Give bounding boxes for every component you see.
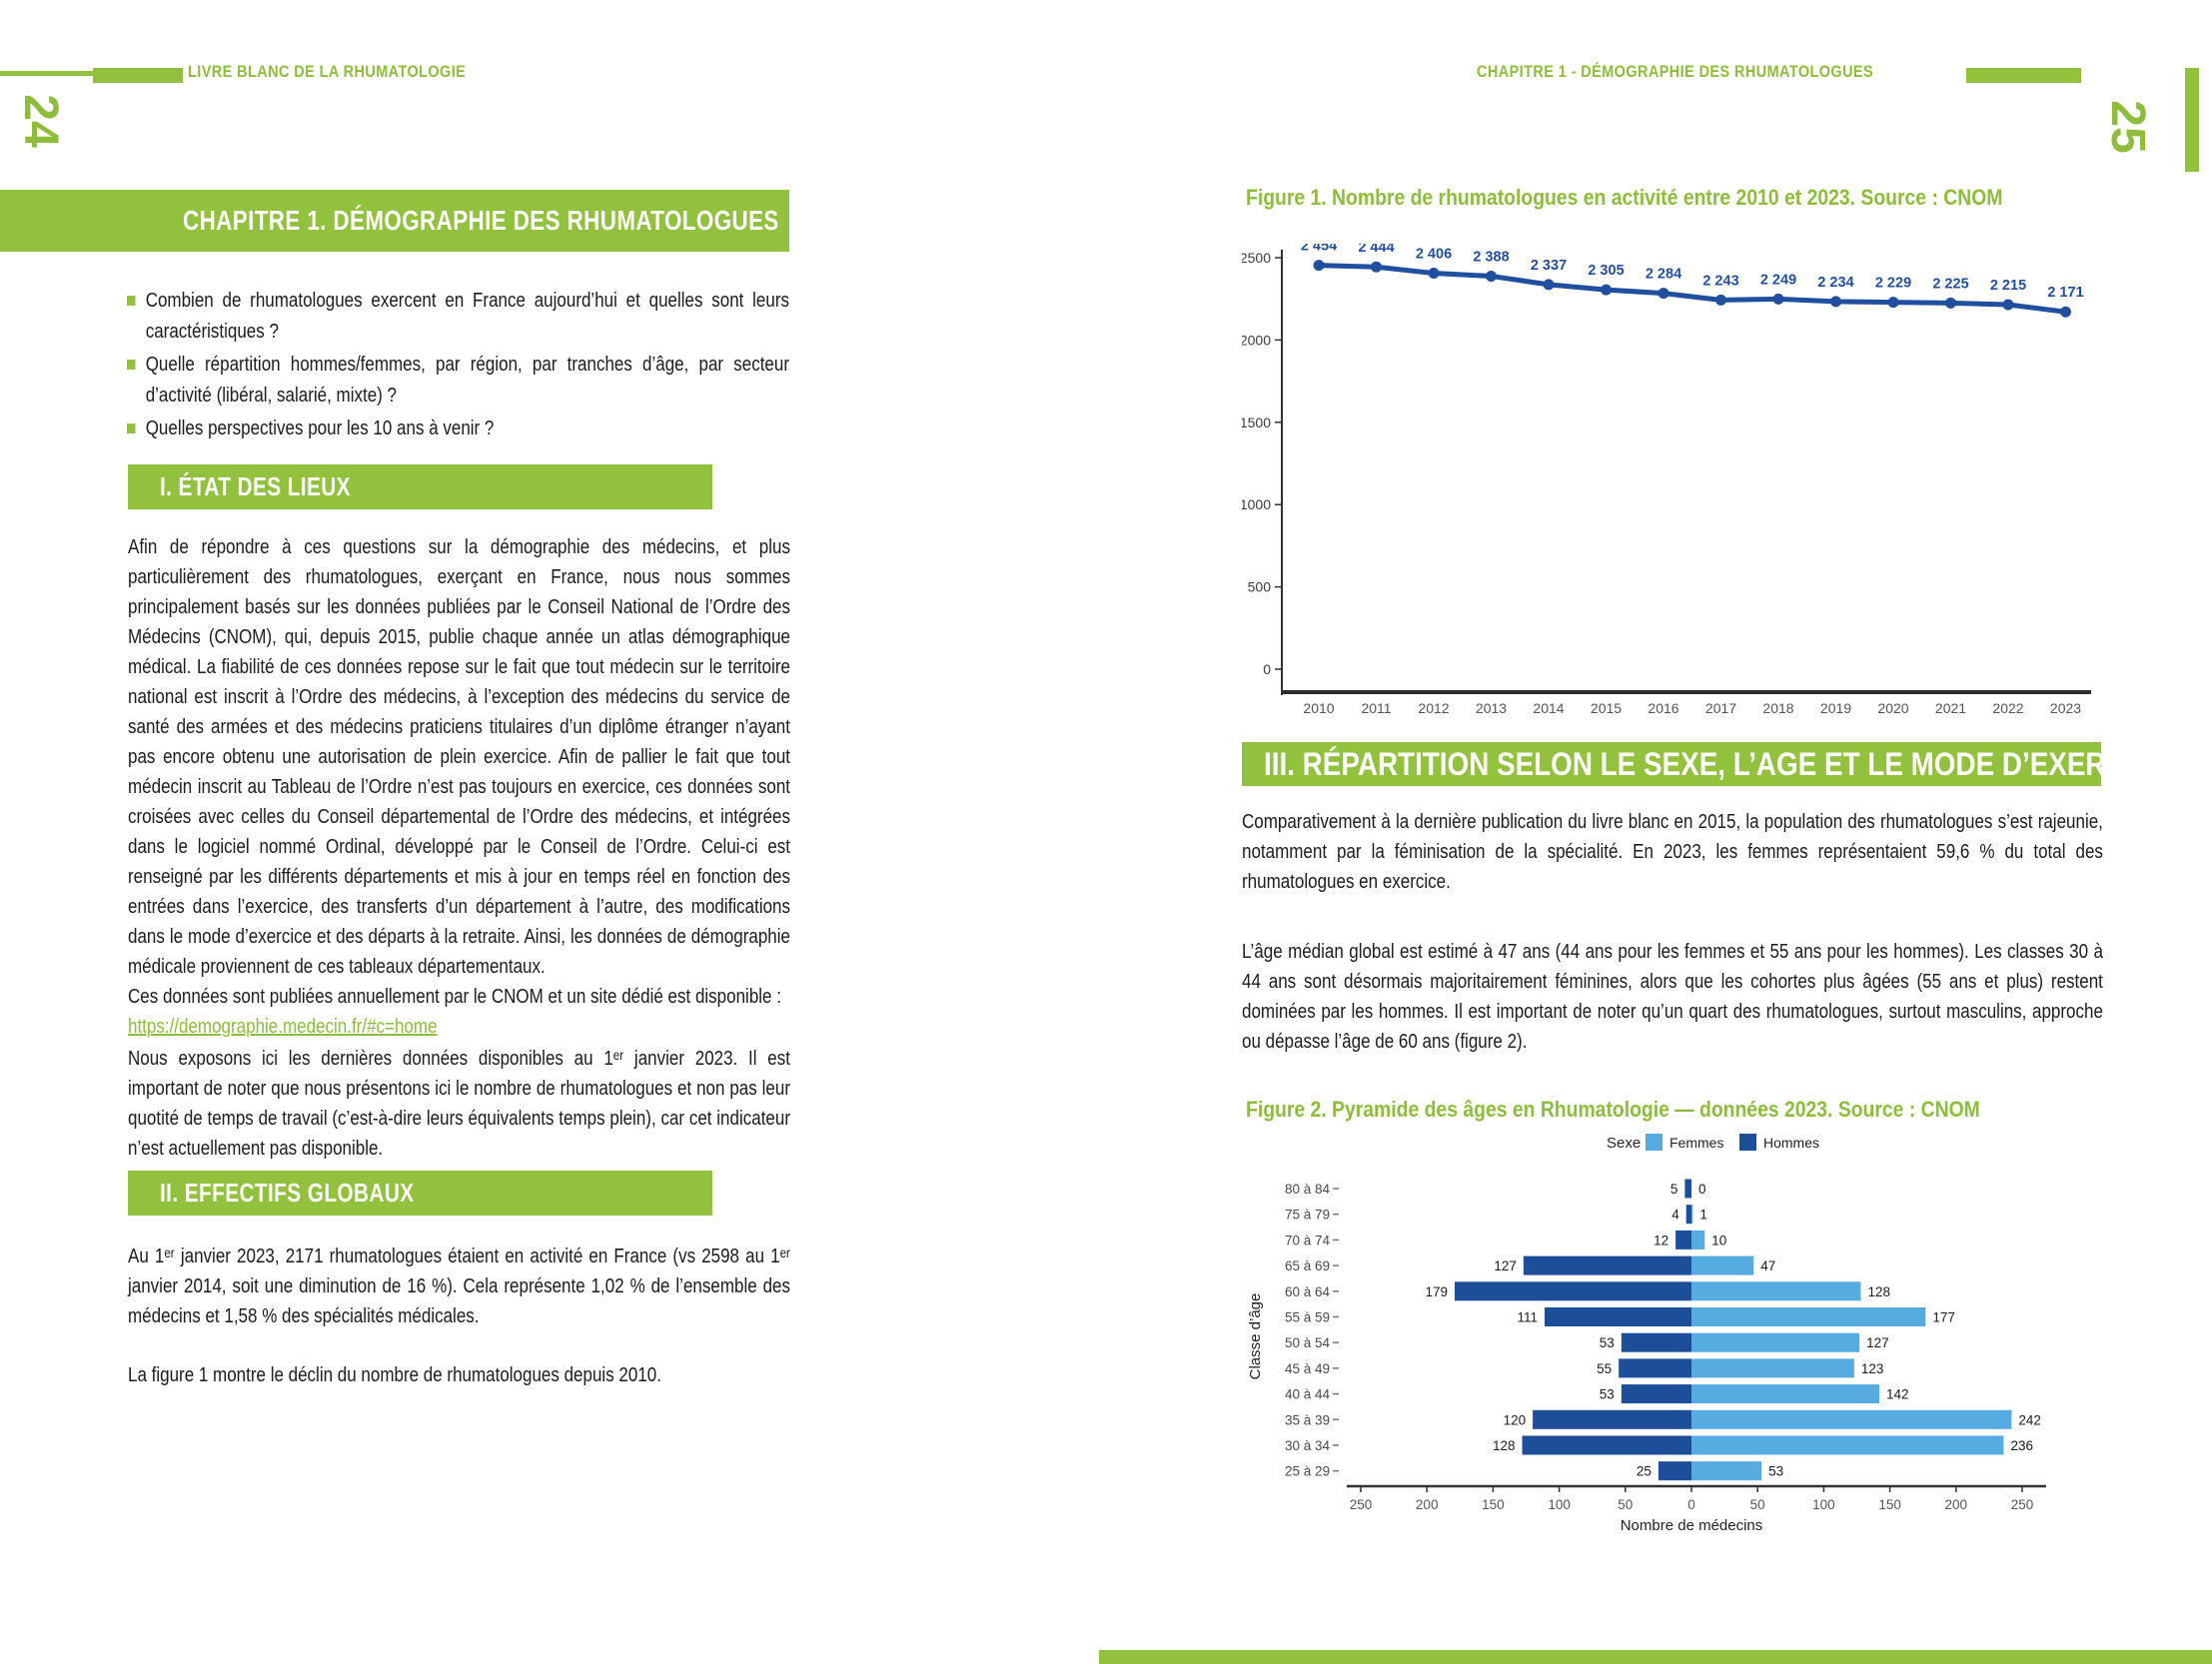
- bar-femmes-value: 10: [1711, 1233, 1727, 1248]
- left-header-block: [93, 68, 183, 83]
- bar-hommes: [1686, 1205, 1691, 1224]
- paragraph: L’âge médian global est estimé à 47 ans (44 ans pour les femmes et 55 ans pour les hommes). Les classes 30 à 44 ans sont désormais majoritairement féminines, alors que les cohortes plus âgées (55 ans et plus) restent dominées par les hommes. Il est important de noter qu’un quart des rhumatologues, surtout masculins, approche ou dépasse l’âge de 60 ans (figure 2).: [1242, 941, 2103, 1053]
- bar-hommes: [1524, 1256, 1691, 1275]
- legend-swatch-femmes: [1646, 1134, 1662, 1151]
- bar-femmes: [1691, 1436, 2003, 1455]
- figure1-line-chart: [1242, 244, 2121, 723]
- right-edge-bar: [2185, 68, 2199, 172]
- section-2-body: [128, 1242, 790, 1331]
- chapter-questions-list: [127, 286, 789, 446]
- paragraph: Ces données sont publiées annuellement par le CNOM et un site dédié est disponible :: [128, 986, 781, 1008]
- bar-hommes: [1545, 1307, 1691, 1326]
- bar-hommes-value: 128: [1492, 1438, 1516, 1453]
- figure1-reference-text: [128, 1360, 790, 1390]
- x-tick-label: 150: [1878, 1497, 1901, 1512]
- data-point: [1544, 279, 1555, 290]
- bar-femmes: [1691, 1461, 1761, 1480]
- data-point-label: 2 215: [1989, 277, 2027, 294]
- section-heading-2: II. EFFECTIFS GLOBAUX: [160, 1178, 415, 1208]
- chapter-title: CHAPITRE 1. DÉMOGRAPHIE DES RHUMATOLOGUES: [183, 205, 779, 236]
- bar-femmes: [1691, 1256, 1753, 1275]
- bullet-square-icon: [127, 296, 136, 306]
- bar-femmes-value: 236: [2010, 1438, 2033, 1453]
- age-class-label: 30 à 34: [1284, 1438, 1330, 1453]
- paragraph: Comparativement à la dernière publication du livre blanc en 2015, la population des rhumatologues s’est rajeunie, notamment par la féminisation de la spécialité. En 2023, les femmes représentaient 59,6 % du total des rhumatologues en exercice.: [1242, 811, 2103, 893]
- section-heading-bar-2: [128, 1171, 712, 1216]
- data-point-label: 2 284: [1645, 266, 1682, 283]
- x-tick-label: 2018: [1762, 700, 1794, 716]
- legend-label: Hommes: [1763, 1135, 1820, 1151]
- bar-hommes-value: 53: [1599, 1335, 1615, 1351]
- bar-femmes-value: 1: [1699, 1207, 1707, 1223]
- bar-hommes-value: 53: [1599, 1386, 1615, 1402]
- x-tick-label: 200: [1415, 1497, 1439, 1512]
- bar-hommes: [1622, 1384, 1691, 1403]
- x-tick-label: 50: [1749, 1497, 1765, 1512]
- x-axis-title: Nombre de médecins: [1620, 1517, 1763, 1534]
- bar-hommes: [1659, 1461, 1691, 1480]
- x-tick-label: 2020: [1877, 700, 1909, 716]
- data-point-label: 2 305: [1588, 263, 1625, 280]
- x-tick-label: 2011: [1361, 700, 1392, 716]
- age-class-label: 40 à 44: [1284, 1386, 1330, 1402]
- list-item: Combien de rhumatologues exercent en France aujourd’hui et quelles sont leurs caractéristiques ?: [127, 286, 789, 348]
- bar-hommes-value: 179: [1425, 1283, 1449, 1299]
- bar-femmes-value: 0: [1698, 1182, 1706, 1197]
- data-point-label: 2 171: [2047, 285, 2084, 302]
- data-point-label: 2 406: [1415, 246, 1453, 263]
- data-point-label: 2 243: [1702, 273, 1739, 290]
- footer-accent-bar: [1099, 1650, 2212, 1664]
- data-point: [1945, 298, 1956, 309]
- data-point: [2003, 299, 2014, 310]
- age-class-label: 75 à 79: [1284, 1207, 1330, 1223]
- right-running-head: CHAPITRE 1 - DÉMOGRAPHIE DES RHUMATOLOGUES: [1477, 62, 1874, 81]
- age-class-label: 60 à 64: [1284, 1283, 1330, 1299]
- legend-swatch-hommes: [1739, 1134, 1756, 1151]
- bar-hommes-value: 120: [1503, 1412, 1527, 1428]
- y-tick-label: 0: [1263, 661, 1271, 677]
- bar-hommes-value: 55: [1597, 1360, 1613, 1376]
- age-class-label: 80 à 84: [1284, 1182, 1330, 1197]
- legend-title: Sexe: [1607, 1135, 1642, 1152]
- data-point-label: 2 337: [1530, 257, 1568, 274]
- section-heading-bar-3: [1242, 742, 2173, 786]
- bar-femmes-value: 53: [1768, 1463, 1784, 1479]
- bar-hommes-value: 4: [1671, 1207, 1679, 1223]
- section-1-body: [128, 532, 790, 1164]
- y-axis-title: Classe d’âge: [1247, 1292, 1264, 1380]
- bar-femmes: [1691, 1281, 1860, 1300]
- age-class-label: 55 à 59: [1284, 1309, 1330, 1325]
- data-point-label: 2 388: [1473, 249, 1510, 266]
- x-tick-label: 2015: [1590, 700, 1623, 716]
- data-point-label: 2 225: [1932, 276, 1969, 293]
- right-header-block: [1966, 68, 2081, 83]
- x-tick-label: 2013: [1475, 700, 1508, 716]
- paragraph: La figure 1 montre le déclin du nombre de rhumatologues depuis 2010.: [128, 1364, 661, 1386]
- x-tick-label: 2023: [2049, 700, 2082, 716]
- bullet-square-icon: [127, 360, 136, 370]
- data-point: [1486, 271, 1497, 282]
- x-tick-label: 2014: [1533, 700, 1565, 716]
- demographie-link[interactable]: https://demographie.medecin.fr/#c=home: [128, 1016, 438, 1038]
- data-point: [1659, 288, 1669, 299]
- x-tick-label: 200: [1944, 1497, 1968, 1512]
- data-point: [1314, 260, 1325, 271]
- data-point-label: 2 454: [1300, 244, 1338, 255]
- age-class-label: 50 à 54: [1284, 1335, 1330, 1351]
- paragraph: Au 1ᵉʳ janvier 2023, 2171 rhumatologues étaient en activité en France (vs 2598 au 1ᵉʳ janvier 2014, soit une diminution de 16 %). Cela représente 1,02 % de l’ensemble des médecins et 1,58 % des spécialités médicales.: [128, 1246, 790, 1327]
- y-tick-label: 500: [1247, 578, 1271, 595]
- paragraph: Afin de répondre à ces questions sur la démographie des médecins, et plus particulièrement des rhumatologues, exerçant en France, nous nous sommes principalement basés sur les données publiées par le Conseil National de l’Ordre des Médecins (CNOM), qui, depuis 2015, publie chaque année un atlas démographique médical. La fiabilité de ces données repose sur le fait que tout médecin sur le territoire national est inscrit à l’Ordre des médecins, à l’exception des médecins du service de santé des armées et des médecins praticiens titulaires d’un diplôme étranger n’ayant pas encore obtenu une autorisation de plein exercice. Afin de pallier le fait que tout médecin inscrit au Tableau de l’Ordre n’est pas toujours en exercice, ces données sont croisées avec celles du Conseil départemental de l’Ordre des médecins, et intégrées dans le logiciel nommé Ordinal, développé par le Conseil de l’Ordre. Celui-ci est renseigné par les différents départements et mis à jour en temps réel en fonction des entrées dans l’exercice, des transferts d’un département à l’autre, des modifications dans le mode d’exercice et des départs à la retraite. Ainsi, les données de démographie médicale proviennent de ces tableaux départementaux.: [128, 536, 790, 978]
- paragraph: Nous exposons ici les dernières données disponibles au 1ᵉʳ janvier 2023. Il est important de noter que nous présentons ici le nombre de rhumatologues et non pas leur quotité de temps de travail (c’est-à-dire leurs équivalents temps plein), car cet indicateur n’est actuellement pas disponible.: [128, 1048, 790, 1160]
- list-item: Quelle répartition hommes/femmes, par région, par tranches d’âge, par secteur d’activité (libéral, salarié, mixte) ?: [127, 350, 789, 412]
- bar-femmes: [1691, 1333, 1859, 1352]
- age-class-label: 65 à 69: [1284, 1258, 1330, 1274]
- bar-hommes-value: 25: [1636, 1463, 1652, 1479]
- legend-label: Femmes: [1669, 1135, 1724, 1151]
- data-point-label: 2 229: [1874, 275, 1912, 292]
- figure1-title: Figure 1. Nombre de rhumatologues en activité entre 2010 et 2023. Source : CNOM: [1246, 185, 2003, 210]
- list-item: Quelles perspectives pour les 10 ans à venir ?: [127, 414, 789, 444]
- x-tick-label: 2019: [1819, 700, 1852, 716]
- bar-femmes: [1691, 1384, 1879, 1403]
- x-tick-label: 100: [1548, 1497, 1571, 1512]
- chapter-title-bar: [0, 190, 789, 252]
- x-tick-label: 2010: [1303, 700, 1335, 716]
- y-tick-label: 2500: [1242, 250, 1271, 266]
- x-tick-label: 2022: [1992, 700, 2024, 716]
- bar-femmes: [1691, 1410, 2011, 1429]
- bar-hommes: [1523, 1436, 1691, 1455]
- left-header-rule: [0, 71, 93, 76]
- bar-hommes: [1533, 1410, 1691, 1429]
- bar-femmes-value: 123: [1860, 1360, 1884, 1376]
- data-point: [1773, 294, 1784, 305]
- x-tick-label: 250: [2010, 1497, 2034, 1512]
- data-point-label: 2 249: [1759, 272, 1797, 289]
- bar-femmes-value: 142: [1886, 1386, 1909, 1402]
- x-tick-label: 2016: [1648, 700, 1679, 716]
- bar-hommes-value: 111: [1517, 1309, 1539, 1325]
- bar-femmes: [1691, 1307, 1925, 1326]
- data-point: [1830, 296, 1841, 307]
- bar-hommes-value: 5: [1669, 1182, 1678, 1197]
- x-tick-label: 50: [1618, 1497, 1634, 1512]
- age-class-label: 25 à 29: [1284, 1463, 1330, 1479]
- section-3-body-2: [1242, 937, 2103, 1057]
- section-heading-3: III. RÉPARTITION SELON LE SEXE, L’AGE ET LE MODE D’EXERCICE: [1264, 745, 2173, 782]
- age-class-label: 45 à 49: [1284, 1360, 1330, 1376]
- x-tick-label: 2017: [1704, 700, 1737, 716]
- data-point: [1429, 268, 1440, 279]
- bar-femmes: [1691, 1205, 1692, 1224]
- x-tick-label: 100: [1812, 1497, 1835, 1512]
- age-class-label: 70 à 74: [1284, 1233, 1330, 1248]
- x-tick-label: 2021: [1934, 700, 1967, 716]
- data-point: [1888, 297, 1899, 308]
- bar-femmes-value: 128: [1867, 1283, 1891, 1299]
- x-tick-label: 250: [1349, 1497, 1373, 1512]
- bar-hommes: [1619, 1358, 1691, 1377]
- data-point-label: 2 444: [1358, 244, 1395, 257]
- bar-femmes: [1691, 1358, 1854, 1377]
- age-class-label: 35 à 39: [1284, 1412, 1330, 1428]
- right-page-number: 25: [2101, 100, 2155, 154]
- bar-femmes: [1691, 1231, 1704, 1249]
- bar-hommes: [1684, 1180, 1691, 1199]
- x-tick-label: 150: [1482, 1497, 1505, 1512]
- bar-hommes-value: 12: [1654, 1233, 1669, 1248]
- bar-hommes: [1622, 1333, 1691, 1352]
- bar-femmes-value: 242: [2018, 1412, 2041, 1428]
- y-tick-label: 1000: [1242, 496, 1271, 513]
- section-heading-1: I. ÉTAT DES LIEUX: [160, 471, 351, 501]
- bar-hommes: [1455, 1281, 1691, 1300]
- left-page-number: 24: [14, 94, 68, 148]
- bar-femmes-value: 177: [1932, 1309, 1955, 1325]
- bullet-square-icon: [127, 423, 136, 433]
- data-point: [1371, 262, 1382, 273]
- bar-hommes: [1675, 1231, 1691, 1249]
- line-chart-canvas: [1242, 244, 2121, 723]
- figure2-title: Figure 2. Pyramide des âges en Rhumatologie — données 2023. Source : CNOM: [1246, 1097, 1980, 1122]
- x-tick-label: 2012: [1418, 700, 1450, 716]
- y-tick-label: 2000: [1242, 332, 1271, 349]
- y-tick-label: 1500: [1242, 414, 1271, 430]
- bar-femmes-value: 127: [1866, 1335, 1889, 1351]
- data-point: [2060, 307, 2071, 318]
- bar-femmes-value: 47: [1760, 1258, 1776, 1274]
- pyramid-chart-canvas: [1242, 1132, 2121, 1536]
- section-heading-bar-1: [128, 464, 712, 509]
- left-running-head: LIVRE BLANC DE LA RHUMATOLOGIE: [188, 62, 467, 81]
- figure2-pyramid-chart: [1242, 1132, 2121, 1536]
- bar-hommes-value: 127: [1494, 1258, 1517, 1274]
- section-3-body-1: [1242, 807, 2103, 897]
- data-point: [1601, 285, 1612, 296]
- data-point: [1715, 295, 1726, 306]
- data-point-label: 2 234: [1817, 274, 1854, 291]
- x-tick-label: 0: [1687, 1497, 1695, 1512]
